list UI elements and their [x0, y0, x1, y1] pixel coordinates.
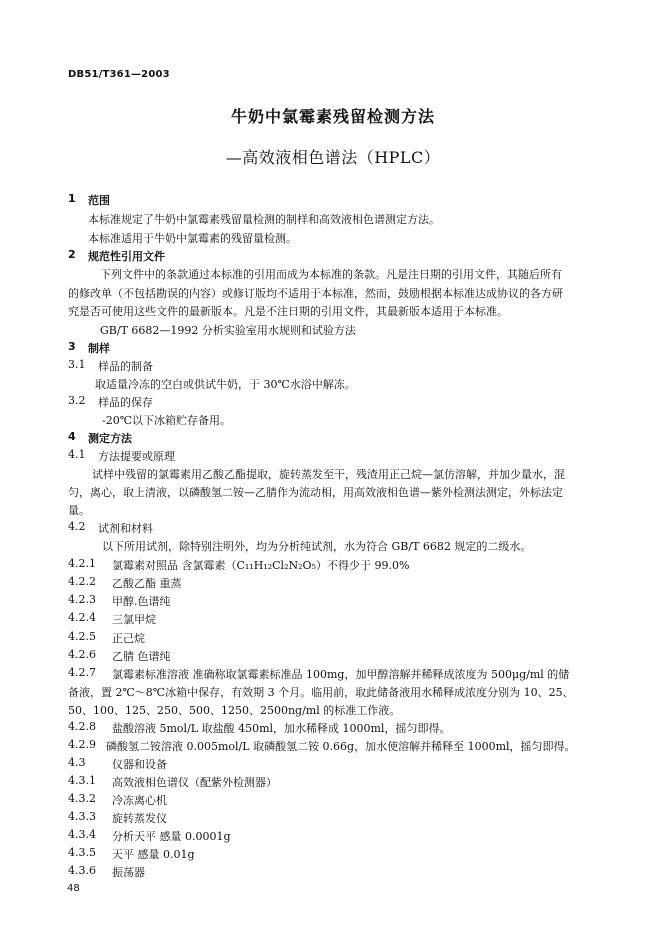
section-1-heading: 范围 — [88, 194, 110, 207]
clause-text: 乙酸乙酯 重蒸 — [112, 577, 182, 590]
subsection-4-1-line-2: 匀，离心，取上清液，以磷酸氢二铵—乙腈作为流动相，用高效液相色谱—紫外检测法测定，外标法定 — [68, 486, 563, 499]
clause-text: 氯霉素对照品 含氯霉素（C₁₁H₁₂Cl₂N₂O₅）不得少于 99.0% — [112, 559, 410, 572]
section-1-number: 1 — [68, 192, 76, 205]
section-1-paragraph-2: 本标准适用于牛奶中氯霉素的残留量检测。 — [88, 232, 297, 245]
clause-text: 三氯甲烷 — [112, 613, 156, 626]
clause-text: 乙腈 色谱纯 — [112, 650, 171, 663]
subsection-3-1-heading: 样品的制备 — [98, 360, 153, 373]
subsection-4-1-heading: 方法提要或原理 — [98, 450, 175, 463]
subsection-3-1-number: 3.1 — [68, 358, 86, 371]
section-4-number: 4 — [68, 430, 76, 443]
section-2-paragraph-line-2: 的修改单（不包括勘误的内容）或修订版均不适用于本标准，然而，鼓励根据本标准达成协议的各方研 — [68, 287, 563, 300]
clause-text: 正己烷 — [112, 632, 145, 645]
clause-4-2-7-line-3: 50、100、125、250、500、1250、2500ng/ml 的标准工作液。 — [68, 704, 401, 717]
standard-code: DB51/T361—2003 — [68, 69, 170, 80]
subsection-4-1-line-1: 试样中残留的氯霉素用乙酸乙酯提取，旋转蒸发至干，残渣用正己烷—氯仿溶解，并加少量水，混 — [92, 468, 565, 481]
subsection-4-2-heading: 试剂和材料 — [98, 522, 153, 535]
clause-number: 4.2.5 — [68, 630, 96, 643]
instrument-text: 分析天平 感量 0.0001g — [112, 830, 231, 843]
instrument-text: 振荡器 — [112, 866, 145, 879]
clause-4-2-7-number: 4.2.7 — [68, 666, 96, 679]
clause-number: 4.2.3 — [68, 593, 96, 606]
clause-4-2-8-text: 盐酸溶液 5mol/L 取盐酸 450ml，加水稀释成 1000ml，摇匀即得。 — [112, 722, 451, 735]
subsection-4-3-number: 4.3 — [68, 756, 86, 769]
instrument-text: 旋转蒸发仪 — [112, 812, 167, 825]
clause-number: 4.2.6 — [68, 648, 96, 661]
subsection-3-1-text: 取适量冷冻的空白或供试牛奶，于 30℃水浴中解冻。 — [95, 378, 356, 391]
instrument-number: 4.3.1 — [68, 774, 96, 787]
section-3-heading: 制样 — [88, 342, 110, 355]
section-1-paragraph-1: 本标准规定了牛奶中氯霉素残留量检测的制样和高效液相色谱测定方法。 — [88, 213, 440, 226]
subsection-3-2-number: 3.2 — [68, 394, 86, 407]
clause-4-2-7-line-2: 备液，置 2℃～8℃冰箱中保存，有效期 3 个月。临用前，取此储备液用水稀释成浓度分别为 10、25、 — [68, 686, 574, 699]
clause-4-2-9-text: 磷酸氢二铵溶液 0.005mol/L 取磷酸氢二铵 0.66g，加水使溶解并稀释至 1000ml，摇匀即得。 — [106, 740, 576, 753]
instrument-text: 高效液相色谱仪（配紫外检测器） — [112, 776, 277, 789]
instrument-number: 4.3.5 — [68, 846, 96, 859]
clause-number: 4.2.4 — [68, 611, 96, 624]
clause-4-2-8-number: 4.2.8 — [68, 720, 96, 733]
document-subtitle: —高效液相色谱法（HPLC） — [225, 148, 441, 167]
subsection-3-2-text: -20℃以下冰箱贮存备用。 — [102, 414, 232, 427]
section-2-paragraph-line-3: 究是否可使用这些文件的最新版本。凡是不注日期的引用文件，其最新版本适用于本标准。 — [68, 305, 508, 318]
clause-text: 甲醇.色谱纯 — [112, 595, 171, 608]
section-2-reference: GB/T 6682—1992 分析实验室用水规则和试验方法 — [100, 324, 356, 337]
clause-4-2-7-line-1: 氯霉素标准溶液 准确称取氯霉素标准品 100mg，加甲醇溶解并稀释成浓度为 500μg/ml 的储 — [112, 668, 570, 681]
instrument-number: 4.3.3 — [68, 810, 96, 823]
instrument-text: 冷冻离心机 — [112, 794, 167, 807]
instrument-text: 天平 感量 0.01g — [112, 848, 195, 861]
instrument-number: 4.3.2 — [68, 792, 96, 805]
clause-4-2-9-number: 4.2.9 — [68, 738, 96, 751]
page-number: 48 — [67, 883, 80, 894]
instrument-number: 4.3.6 — [68, 864, 96, 877]
section-2-number: 2 — [68, 248, 76, 261]
subsection-4-1-number: 4.1 — [68, 448, 86, 461]
section-2-paragraph-line-1: 下列文件中的条款通过本标准的引用而成为本标准的条款。凡是注日期的引用文件，其随后所有 — [100, 268, 562, 281]
subsection-4-2-text: 以下所用试剂，除特别注明外，均为分析纯试剂，水为符合 GB/T 6682 规定的二级水。 — [102, 540, 532, 553]
subsection-4-1-line-3: 量。 — [68, 504, 90, 517]
section-3-number: 3 — [68, 340, 76, 353]
section-2-heading: 规范性引用文件 — [88, 250, 165, 263]
subsection-4-2-number: 4.2 — [68, 520, 86, 533]
subsection-3-2-heading: 样品的保存 — [98, 396, 153, 409]
section-4-heading: 测定方法 — [88, 432, 132, 445]
subsection-4-3-heading: 仪器和设备 — [112, 758, 167, 771]
clause-number: 4.2.2 — [68, 575, 96, 588]
clause-number: 4.2.1 — [68, 557, 96, 570]
document-title: 牛奶中氯霉素残留检测方法 — [230, 107, 435, 126]
instrument-number: 4.3.4 — [68, 828, 96, 841]
